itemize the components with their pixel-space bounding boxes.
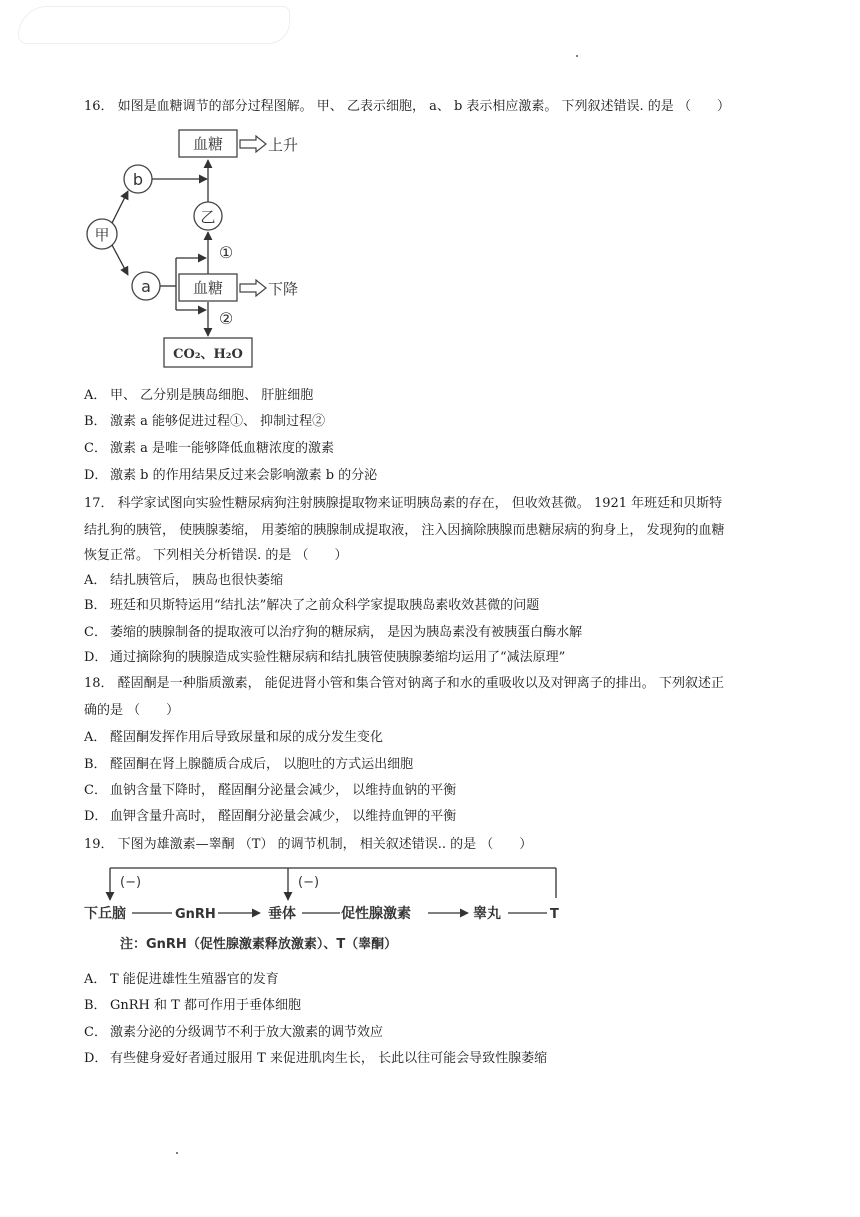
option-letter: A． xyxy=(84,388,107,403)
option-letter: D． xyxy=(84,468,108,483)
option-text: 有些健身爱好者通过服用 T 来促进肌肉生长， 长此以往可能会导致性腺萎缩 xyxy=(110,1051,548,1066)
option-letter: A． xyxy=(84,972,107,987)
option-text: 血钾含量升高时， 醛固酮分泌量会减少， 以维持血钾的平衡 xyxy=(110,809,457,824)
q17-option-a xyxy=(84,572,283,590)
option-letter: B． xyxy=(84,757,107,772)
q17-stem-line-3: 恢复正常。 下列相关分析错误. 的是 （ ） xyxy=(84,548,348,563)
hypothalamus-label: 下丘脑 xyxy=(84,906,126,922)
arrow-jia-to-a xyxy=(112,245,128,275)
q18-option-a xyxy=(84,729,383,747)
blood-sugar-top-label: 血糖 xyxy=(192,135,224,153)
q16-diagram xyxy=(80,124,320,374)
option-text: 结扎胰管后， 胰岛也很快萎缩 xyxy=(110,573,284,588)
option-text: 甲、 乙分别是胰岛细胞、 肝脏细胞 xyxy=(110,388,314,403)
option-text: 通过摘除狗的胰腺造成实验性糖尿病和结扎胰管使胰腺萎缩均运用了“减法原理” xyxy=(110,650,566,665)
testis-label: 睾丸 xyxy=(473,906,501,922)
process-2-label: ② xyxy=(218,309,234,328)
pituitary-label: 垂体 xyxy=(268,906,296,922)
option-letter: C． xyxy=(84,625,107,640)
q19-stem: 19． 下图为雄激素—睾酮 （T） 的调节机制， 相关叙述错误.. 的是 （ ） xyxy=(84,837,533,852)
q19-option-a xyxy=(84,971,279,989)
scan-dot xyxy=(576,55,578,57)
option-letter: C． xyxy=(84,783,107,798)
testosterone-label: T xyxy=(550,907,559,922)
q19-option-c xyxy=(84,1024,383,1042)
option-letter: C． xyxy=(84,1025,107,1040)
option-text: 激素分泌的分级调节不利于放大激素的调节效应 xyxy=(110,1025,384,1040)
q18-option-d xyxy=(84,808,456,826)
option-text: 班廷和贝斯特运用“结扎法”解决了之前众科学家提取胰岛素收效甚微的问题 xyxy=(110,598,540,613)
option-text: 激素 a 能够促进过程①、 抑制过程② xyxy=(110,414,326,429)
option-text: 醛固酮发挥作用后导致尿量和尿的成分发生变化 xyxy=(110,730,384,745)
negative-feedback-1: (−) xyxy=(120,875,142,890)
negative-feedback-2: (−) xyxy=(298,875,320,890)
scan-dot xyxy=(176,1152,178,1154)
cell-jia-label: 甲 xyxy=(94,226,110,244)
scan-mark xyxy=(18,6,290,44)
q16-option-b xyxy=(84,413,325,431)
q19-diagram xyxy=(80,862,580,958)
diagram-note: 注：GnRH（促性腺激素释放激素）、T（睾酮） xyxy=(120,937,398,952)
hollow-arrow-rise xyxy=(240,136,266,152)
option-letter: C． xyxy=(84,441,107,456)
option-letter: B． xyxy=(84,998,107,1013)
option-text: 激素 b 的作用结果反过来会影响激素 b 的分泌 xyxy=(110,468,378,483)
q16-option-d xyxy=(84,467,377,485)
q18-stem-line-2: 确的是 （ ） xyxy=(84,703,180,718)
q16-option-c xyxy=(84,440,334,458)
q18-stem-line-1: 18． 醛固酮是一种脂质激素， 能促进肾小管和集合管对钠离子和水的重吸收以及对钾离子的排出。 下列叙述正 xyxy=(84,676,724,691)
q17-option-c xyxy=(84,624,582,642)
gonadotropin-label: 促性腺激素 xyxy=(341,906,411,922)
q19-option-d xyxy=(84,1050,547,1068)
hollow-arrow-fall xyxy=(240,280,266,296)
gnrh-label: GnRH xyxy=(175,907,216,922)
rise-label: 上升 xyxy=(268,136,299,154)
q18-option-b xyxy=(84,756,413,774)
option-letter: A． xyxy=(84,573,107,588)
option-letter: B． xyxy=(84,598,107,613)
option-letter: B． xyxy=(84,414,107,429)
products-label: CO₂、H₂O xyxy=(173,347,243,362)
q16-stem: 16． 如图是血糖调节的部分过程图解。 甲、 乙表示细胞， a、 b 表示相应激素。 下列叙述错误. 的是 （ ） xyxy=(84,99,730,114)
fall-label: 下降 xyxy=(268,280,299,298)
q17-option-d xyxy=(84,649,565,667)
blood-sugar-mid-label: 血糖 xyxy=(192,279,224,297)
process-1-label: ① xyxy=(218,243,234,262)
q17-stem-line-1: 17． 科学家试图向实验性糖尿病狗注射胰腺提取物来证明胰岛素的存在， 但收效甚微。 1921 年班廷和贝斯特 xyxy=(84,496,723,511)
option-letter: D． xyxy=(84,650,108,665)
option-text: T 能促进雄性生殖器官的发育 xyxy=(110,972,279,987)
q19-option-b xyxy=(84,997,301,1015)
option-text: 醛固酮在肾上腺髓质合成后， 以胞吐的方式运出细胞 xyxy=(110,757,414,772)
option-text: 激素 a 是唯一能够降低血糖浓度的激素 xyxy=(110,441,335,456)
option-text: GnRH 和 T 都可作用于垂体细胞 xyxy=(110,998,301,1013)
hormone-a-label: a xyxy=(141,277,151,296)
option-letter: A． xyxy=(84,730,107,745)
option-text: 萎缩的胰腺制备的提取液可以治疗狗的糖尿病， 是因为胰岛素没有被胰蛋白酶水解 xyxy=(110,625,583,640)
cell-yi-label: 乙 xyxy=(200,208,216,226)
q16-option-a xyxy=(84,387,313,405)
hormone-b-label: b xyxy=(132,170,144,189)
option-letter: D． xyxy=(84,809,108,824)
option-text: 血钠含量下降时， 醛固酮分泌量会减少， 以维持血钠的平衡 xyxy=(110,783,457,798)
q17-option-b xyxy=(84,597,539,615)
q17-stem-line-2: 结扎狗的胰管， 使胰腺萎缩， 用萎缩的胰腺制成提取液， 注入因摘除胰腺而患糖尿病的狗身上， 发现狗的血糖 xyxy=(84,523,725,538)
arrow-jia-to-b xyxy=(112,191,128,223)
q18-option-c xyxy=(84,782,456,800)
option-letter: D． xyxy=(84,1051,108,1066)
